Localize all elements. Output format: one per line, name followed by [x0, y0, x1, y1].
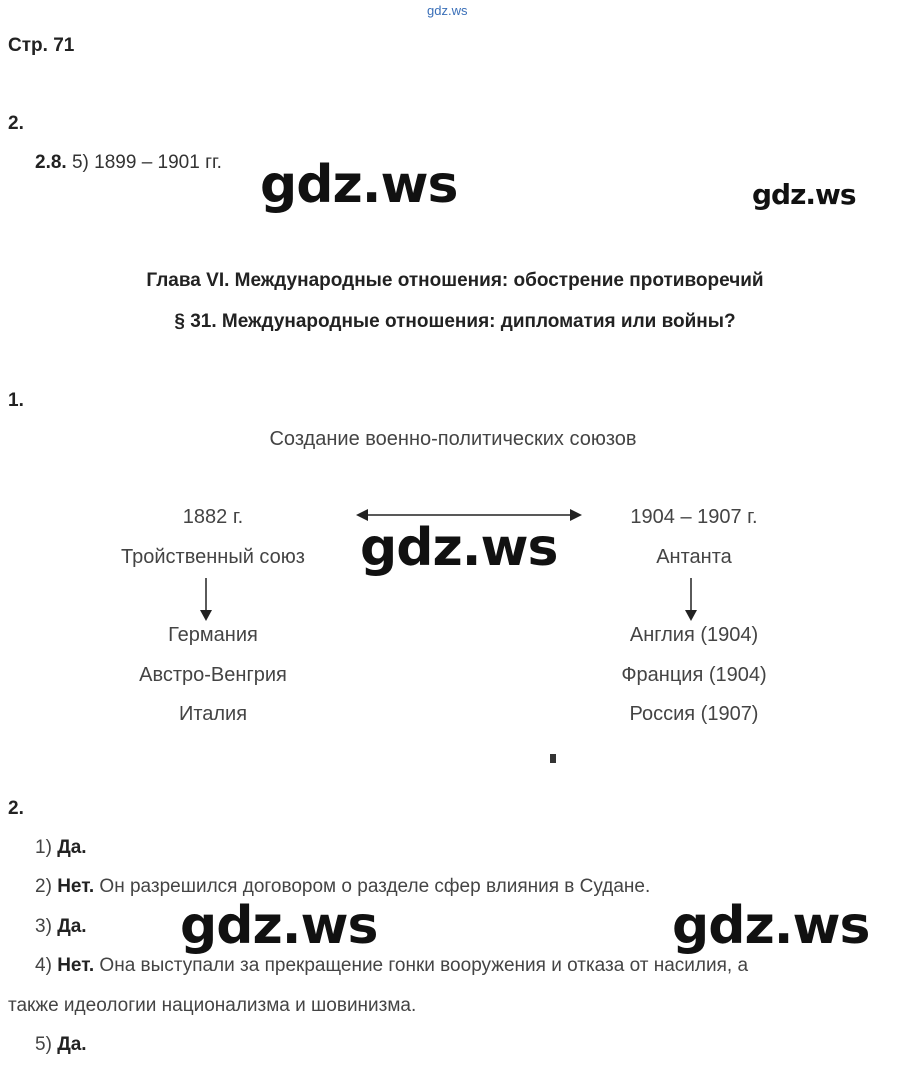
answer-prefix: 2): [35, 876, 58, 897]
answer-line: [35, 955, 748, 977]
answer-line: [35, 152, 222, 174]
answer-verdict: Да.: [57, 837, 87, 858]
answer-prefix: 1): [35, 837, 58, 858]
answer-verdict: Нет.: [57, 955, 95, 976]
alliance-left: [93, 498, 333, 577]
answer-text: также идеологии национализма и шовинизма.: [8, 995, 417, 1016]
watermark: gdz.ws: [360, 518, 558, 578]
answer-line: [35, 1034, 87, 1056]
diagram-title: Создание военно-политических союзов: [269, 428, 637, 450]
item-text: 5) 1899 – 1901 гг.: [71, 152, 222, 173]
answer-line: [35, 837, 87, 859]
answer-line: [8, 995, 416, 1017]
answer-prefix: 5): [35, 1034, 58, 1055]
item-label: 2.8.: [35, 152, 67, 173]
answer-text: Он разрешился договором о разделе сфер влияния в Судане.: [94, 876, 651, 897]
alliance-members-left: [93, 616, 333, 735]
alliance-right: [574, 498, 814, 577]
watermark: gdz.ws: [260, 155, 458, 215]
member-country: Россия (1907): [629, 703, 759, 725]
answer-text: Она выступали за прекращение гонки вооружения и отказа от насилия, а: [94, 955, 749, 976]
member-country: Германия: [168, 624, 258, 646]
alliance-name: Тройственный союз: [121, 545, 305, 568]
page-reference: Стр. 71: [8, 35, 75, 56]
alliance-year: 1904 – 1907 г.: [630, 506, 758, 528]
answer-prefix: 3): [35, 916, 58, 937]
alliance-year: 1882 г.: [182, 506, 244, 528]
member-country: Италия: [178, 703, 248, 725]
answer-line: [35, 876, 650, 898]
member-country: Австро-Венгрия: [139, 663, 287, 686]
watermark: gdz.ws: [752, 178, 856, 211]
stray-mark: [550, 754, 556, 763]
question-number: 2.: [8, 113, 24, 134]
answer-verdict: Да.: [57, 1034, 87, 1055]
answer-line: [35, 916, 87, 938]
watermark: gdz.ws: [180, 896, 378, 956]
watermark-top: gdz.ws: [427, 3, 468, 18]
watermark: gdz.ws: [672, 896, 870, 956]
alliance-members-right: [574, 616, 814, 735]
member-country: Англия (1904): [629, 624, 759, 646]
answer-verdict: Нет.: [57, 876, 95, 897]
question-number: 1.: [8, 390, 24, 411]
question-number: 2.: [8, 798, 24, 819]
chapter-title: Глава VI. Международные отношения: обострение противоречий: [146, 270, 764, 291]
answer-verdict: Да.: [57, 916, 87, 937]
member-country: Франция (1904): [621, 663, 767, 686]
section-title: § 31. Международные отношения: дипломатия или войны?: [174, 311, 736, 332]
alliance-name: Антанта: [656, 545, 732, 568]
answer-prefix: 4): [35, 955, 58, 976]
